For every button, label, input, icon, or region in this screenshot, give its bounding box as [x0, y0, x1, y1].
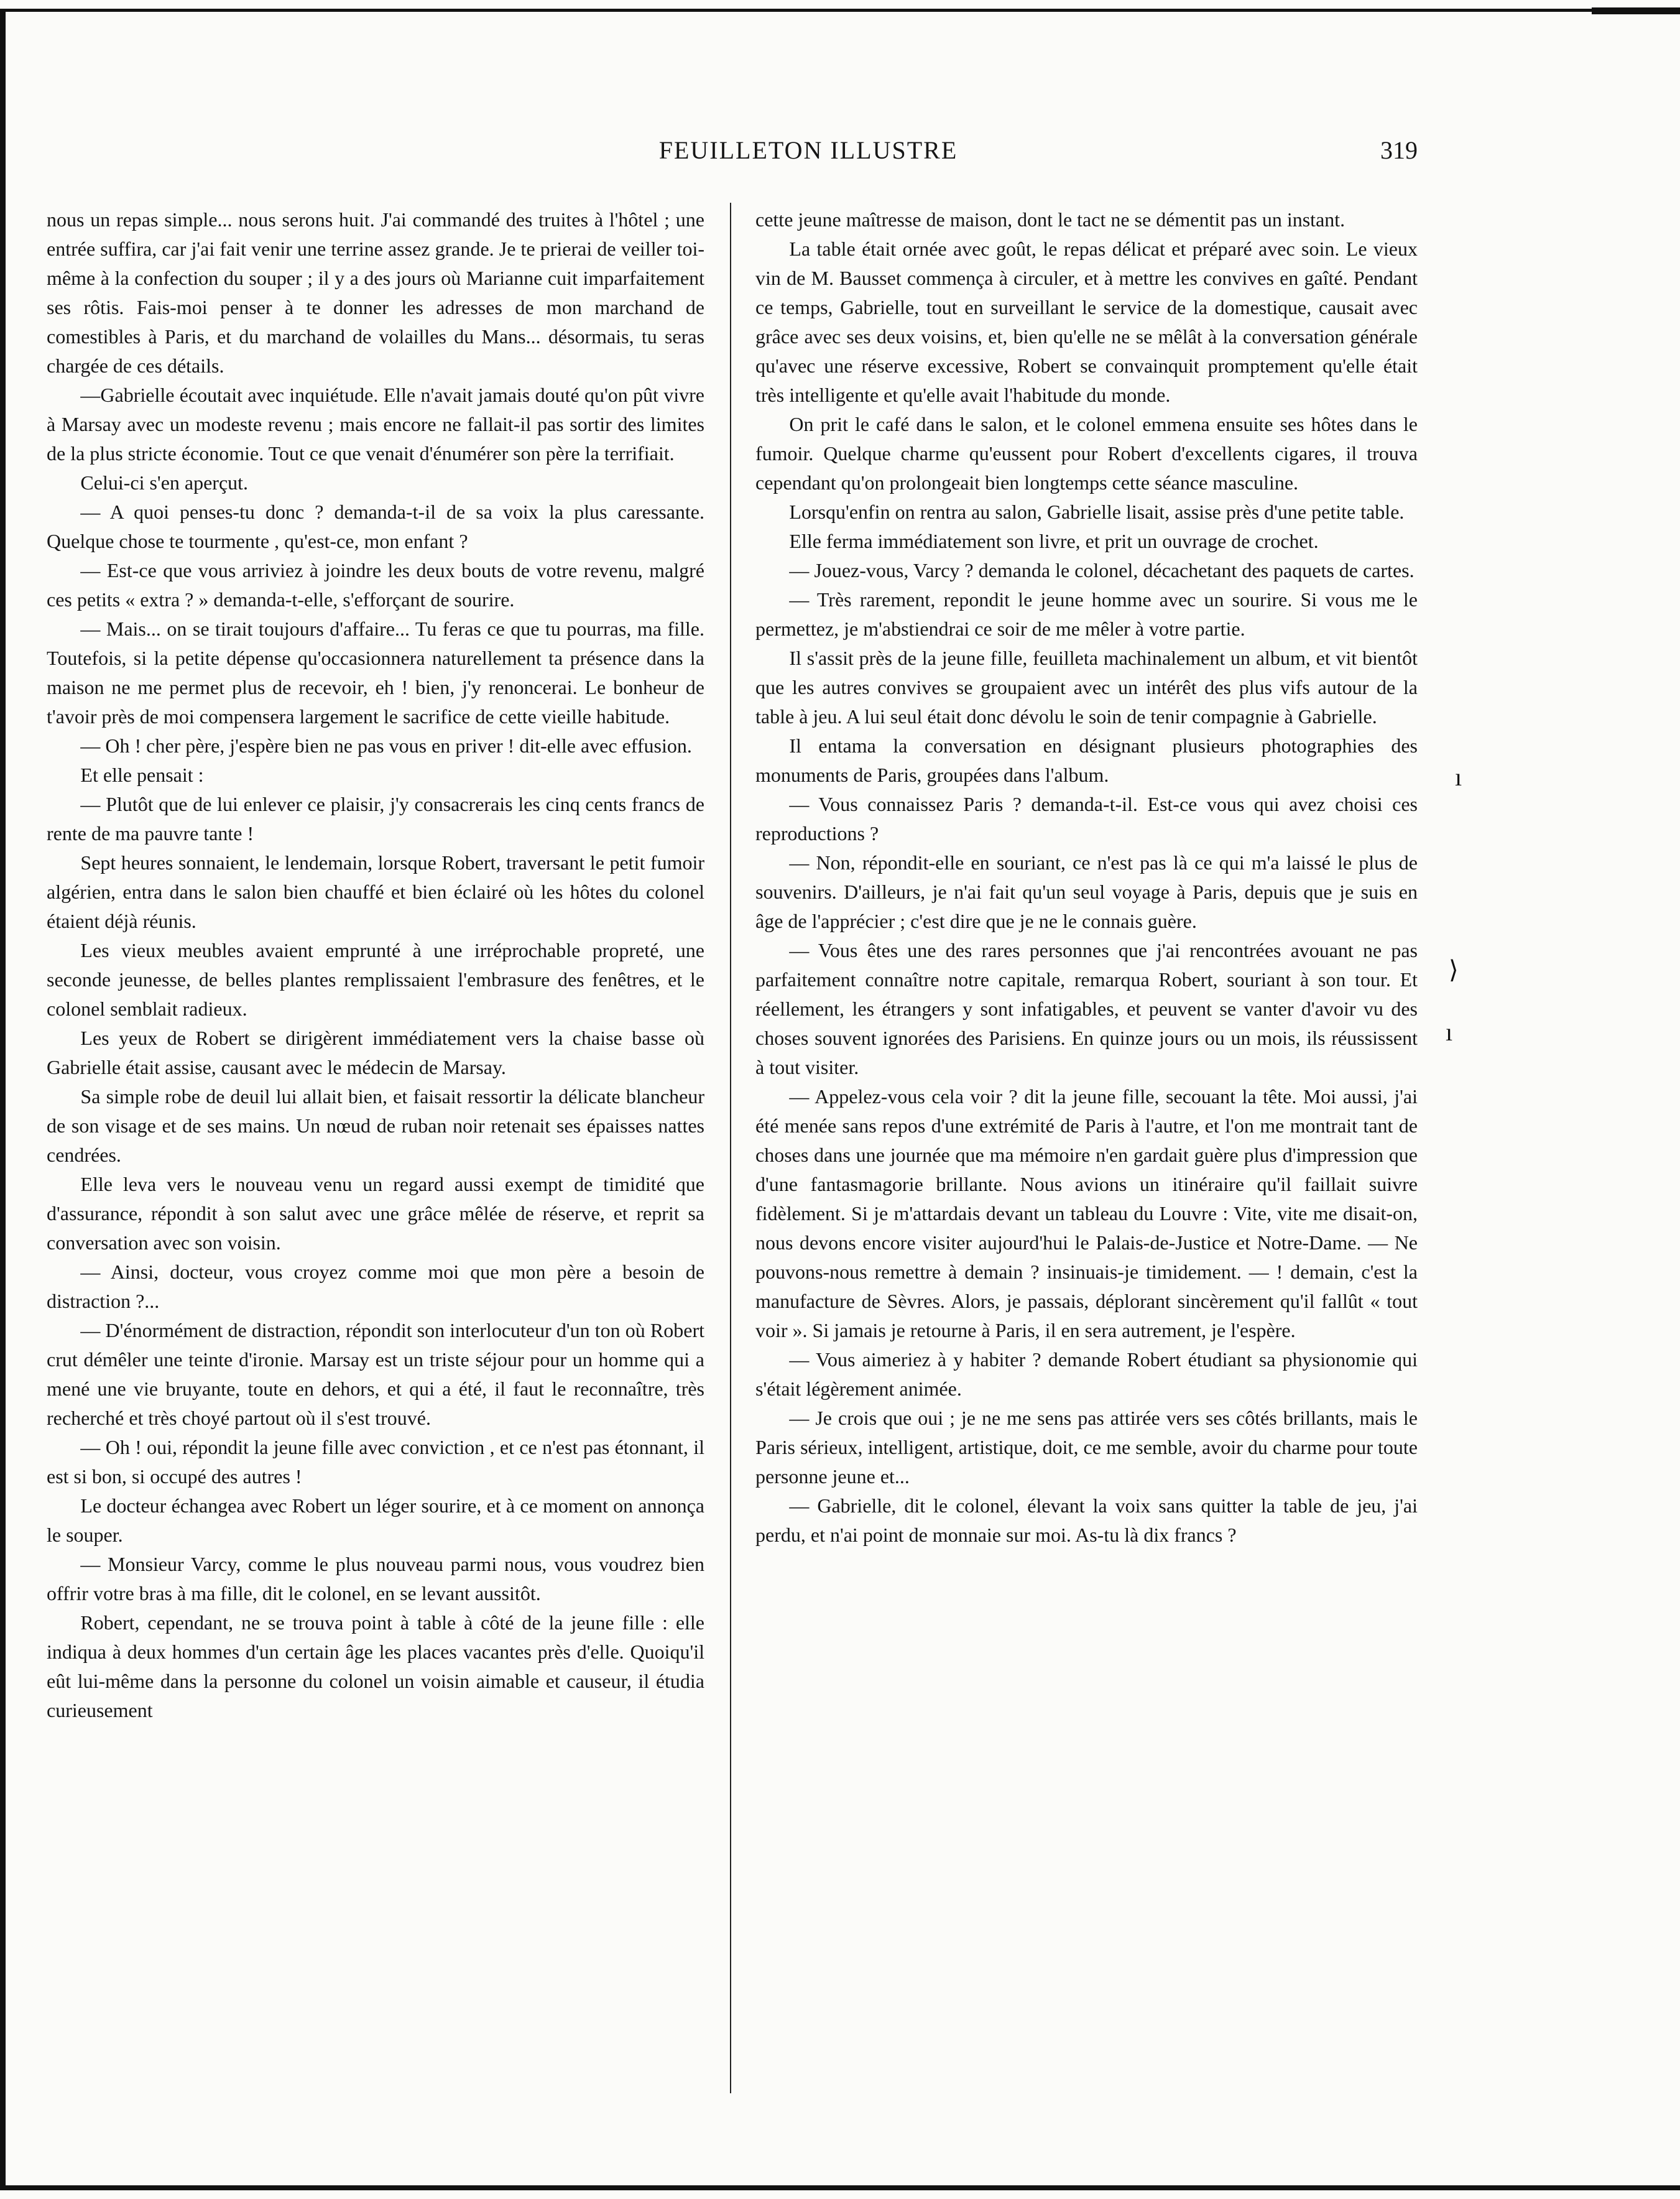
margin-mark: ⟩ — [1449, 956, 1459, 984]
paragraph: nous un repas simple... nous serons huit. J'ai commandé des truites à l'hôtel ; une entrée suffira, car j'ai fait venir une terrine assez grande. Je te prierai de veiller toi-même à la confection du souper ; il y a des jours où Marianne cuit imparfaitement ses rôtis. Fais-moi penser à te donner les adresses de mon marchand de comestibles à Paris, et du marchand de volailles du Mans... désormais, tu seras chargée de ces détails. — [47, 208, 704, 377]
paragraph: — Est-ce que vous arriviez à joindre les deux bouts de votre revenu, malgré ces petits « extra ? » demanda-t-elle, s'efforçant de sourire. — [47, 559, 704, 611]
paragraph: — D'énormément de distraction, répondit son interlocuteur d'un ton où Robert crut démêler une teinte d'ironie. Marsay est un triste séjour pour un homme qui a mené une vie bruyante, toute en dehors, et qui a été, il faut le reconnaître, très recherché et très choyé partout où il s'est trouvé. — [47, 1319, 704, 1429]
paragraph: Le docteur échangea avec Robert un léger sourire, et à ce moment on annonça le souper. — [47, 1494, 704, 1546]
paragraph: Et elle pensait : — [80, 764, 204, 786]
margin-mark: ı — [1455, 763, 1462, 791]
paragraph: Celui-ci s'en aperçut. — [80, 471, 249, 494]
page-top-right-border — [1592, 7, 1680, 14]
paragraph: Elle leva vers le nouveau venu un regard aussi exempt de timidité que d'assurance, répondit à son salut avec une grâce mêlée de réserve, et reprit sa conversation avec son voisin. — [47, 1173, 704, 1254]
paragraph: Il s'assit près de la jeune fille, feuilleta machinalement un album, et vit bientôt que les autres convives se groupaient avec un intérêt des plus vifs autour de la table à jeu. A lui seul était donc dévolu le soin de tenir compagnie à Gabrielle. — [755, 647, 1418, 728]
page-bottom-border — [0, 2185, 1680, 2190]
paragraph: — Vous connaissez Paris ? demanda-t-il. Est-ce vous qui avez choisi ces reproductions ? — [755, 793, 1418, 845]
paragraph: Robert, cependant, ne se trouva point à table à côté de la jeune fille : elle indiqua à deux hommes d'un certain âge les places vacantes près d'elle. Quoiqu'il eût lui-même dans la personne du colonel un voisin aimable et causeur, il étudia curieusement — [47, 1611, 704, 1721]
paragraph: — Gabrielle, dit le colonel, élevant la voix sans quitter la table de jeu, j'ai perdu, et n'ai point de monnaie sur moi. As-tu là dix francs ? — [755, 1494, 1418, 1546]
page-top-border — [0, 9, 1604, 12]
paragraph: Sa simple robe de deuil lui allait bien, et faisait ressortir la délicate blancheur de son visage et de ses mains. Un nœud de ruban noir retenait ses épaisses nattes cendrées. — [47, 1085, 704, 1166]
paragraph: — Vous êtes une des rares personnes que j'ai rencontrées avouant ne pas parfaitement connaître notre capitale, remarqua Robert, souriant à son tour. Et réellement, les étrangers y sont infatigables, et peuvent se vanter d'avoir vu des choses souvent ignorées des Parisiens. En quinze jours ou un mois, ils réussissent à tout visiter. — [755, 939, 1418, 1078]
paragraph: Les vieux meubles avaient emprunté à une irréprochable propreté, une seconde jeunesse, de belles plantes remplissaient l'embrasure des fenêtres, et le colonel semblait radieux. — [47, 939, 704, 1020]
paragraph: — Monsieur Varcy, comme le plus nouveau parmi nous, vous voudrez bien offrir votre bras à ma fille, dit le colonel, en se levant aussitôt. — [47, 1553, 704, 1604]
paragraph: — Très rarement, repondit le jeune homme avec un sourire. Si vous me le permettez, je m'abstiendrai ce soir de me mêler à votre partie. — [755, 588, 1418, 640]
paragraph: Elle ferma immédiatement son livre, et prit un ouvrage de crochet. — [789, 530, 1319, 552]
paragraph: — Jouez-vous, Varcy ? demanda le colonel, décachetant des paquets de cartes. — [789, 559, 1415, 581]
paragraph: — Plutôt que de lui enlever ce plaisir, j'y consacrerais les cinq cents francs de rente de ma pauvre tante ! — [47, 793, 704, 845]
page-number: 319 — [1380, 136, 1418, 164]
paragraph: — Ainsi, docteur, vous croyez comme moi que mon père a besoin de distraction ?... — [47, 1261, 704, 1312]
right-column — [755, 205, 1418, 1550]
left-column — [47, 205, 704, 1725]
paragraph: Les yeux de Robert se dirigèrent immédiatement vers la chaise basse où Gabrielle était assise, causant avec le médecin de Marsay. — [47, 1027, 704, 1078]
paragraph: Lorsqu'enfin on rentra au salon, Gabrielle lisait, assise près d'une petite table. — [789, 501, 1405, 523]
margin-mark: ı — [1446, 1018, 1453, 1046]
paragraph: cette jeune maîtresse de maison, dont le tact ne se démentit pas un instant. — [755, 208, 1345, 231]
column-divider — [730, 203, 731, 2093]
paragraph: On prit le café dans le salon, et le colonel emmena ensuite ses hôtes dans le fumoir. Quelque charme qu'eussent pour Robert d'excellents cigares, il trouva cependant qu'on prolongeait bien longtemps cette séance masculine. — [755, 413, 1418, 494]
paragraph: — Je crois que oui ; je ne me sens pas attirée vers ses côtés brillants, mais le Paris sérieux, intelligent, artistique, doit, ce me semble, avoir du charme pour toute personne jeune et... — [755, 1407, 1418, 1488]
paragraph: — Non, répondit-elle en souriant, ce n'est pas là ce qui m'a laissé le plus de souvenirs. D'ailleurs, je n'ai fait qu'un seul voyage à Paris, depuis que je suis en âge de l'apprécier ; c'est dire que je ne le connais guère. — [755, 851, 1418, 932]
paragraph: — Oh ! oui, répondit la jeune fille avec conviction , et ce n'est pas étonnant, il est si bon, si occupé des autres ! — [47, 1436, 704, 1488]
paragraph: —Gabrielle écoutait avec inquiétude. Elle n'avait jamais douté qu'on pût vivre à Marsay avec un modeste revenu ; mais encore ne fallait-il pas sortir des limites de la plus stricte économie. Tout ce que venait d'énumérer son père la terrifiait. — [47, 384, 704, 465]
paragraph: La table était ornée avec goût, le repas délicat et préparé avec soin. Le vieux vin de M. Bausset commença à circuler, et à mettre les convives en gaîté. Pendant ce temps, Gabrielle, tout en surveillant le service de la domestique, causait avec grâce avec ses deux voisins, et, bien qu'elle ne se mêlât à la conversation générale qu'avec une réserve excessive, Robert se convainquit promptement qu'elle était très intelligente et qu'elle avait l'habitude du monde. — [755, 238, 1418, 406]
paragraph: — Vous aimeriez à y habiter ? demande Robert étudiant sa physionomie qui s'était légèrement animée. — [755, 1348, 1418, 1400]
paragraph: — Mais... on se tirait toujours d'affaire... Tu feras ce que tu pourras, ma fille. Toutefois, si la petite dépense qu'occasionnera naturellement ta présence dans la maison ne me permet plus de recevoir, eh ! bien, j'y renoncerai. Le bonheur de t'avoir près de moi compensera largement le sacrifice de cette vieille habitude. — [47, 618, 704, 728]
running-title: FEUILLETON ILLUSTRE — [658, 136, 958, 164]
paragraph: — Oh ! cher père, j'espère bien ne pas vous en priver ! dit-elle avec effusion. — [80, 734, 692, 757]
page-left-border — [0, 9, 6, 2188]
paragraph: — A quoi penses-tu donc ? demanda-t-il de sa voix la plus caressante. Quelque chose te tourmente , qu'est-ce, mon enfant ? — [47, 501, 704, 552]
paragraph: — Appelez-vous cela voir ? dit la jeune fille, secouant la tête. Moi aussi, j'ai été menée sans repos d'une extrémité de Paris à l'autre, et l'on me montrait tant de choses dans une journée que ma mémoire n'en gardait guère plus d'impression que d'une fantasmagorie brillante. Nous avions un itinéraire qu'il faillait suivre fidèlement. Si je m'attardais devant un tableau du Louvre : Vite, vite me disait-on, nous devons encore visiter aujourd'hui le Palais-de-Justice et Notre-Dame. — Ne pouvons-nous remettre à demain ? insinuais-je timidement. — ! demain, c'est la manufacture de Sèvres. Alors, je passais, déplorant sincèrement qu'il fallût « tout voir ». Si jamais je retourne à Paris, il en sera autrement, je l'espère. — [755, 1085, 1418, 1341]
paragraph: Sept heures sonnaient, le lendemain, lorsque Robert, traversant le petit fumoir algérien, entra dans le salon bien chauffé et bien éclairé où les hôtes du colonel étaient déjà réunis. — [47, 851, 704, 932]
page-header — [50, 136, 1418, 173]
paragraph: Il entama la conversation en désignant plusieurs photographies des monuments de Paris, groupées dans l'album. — [755, 734, 1418, 786]
